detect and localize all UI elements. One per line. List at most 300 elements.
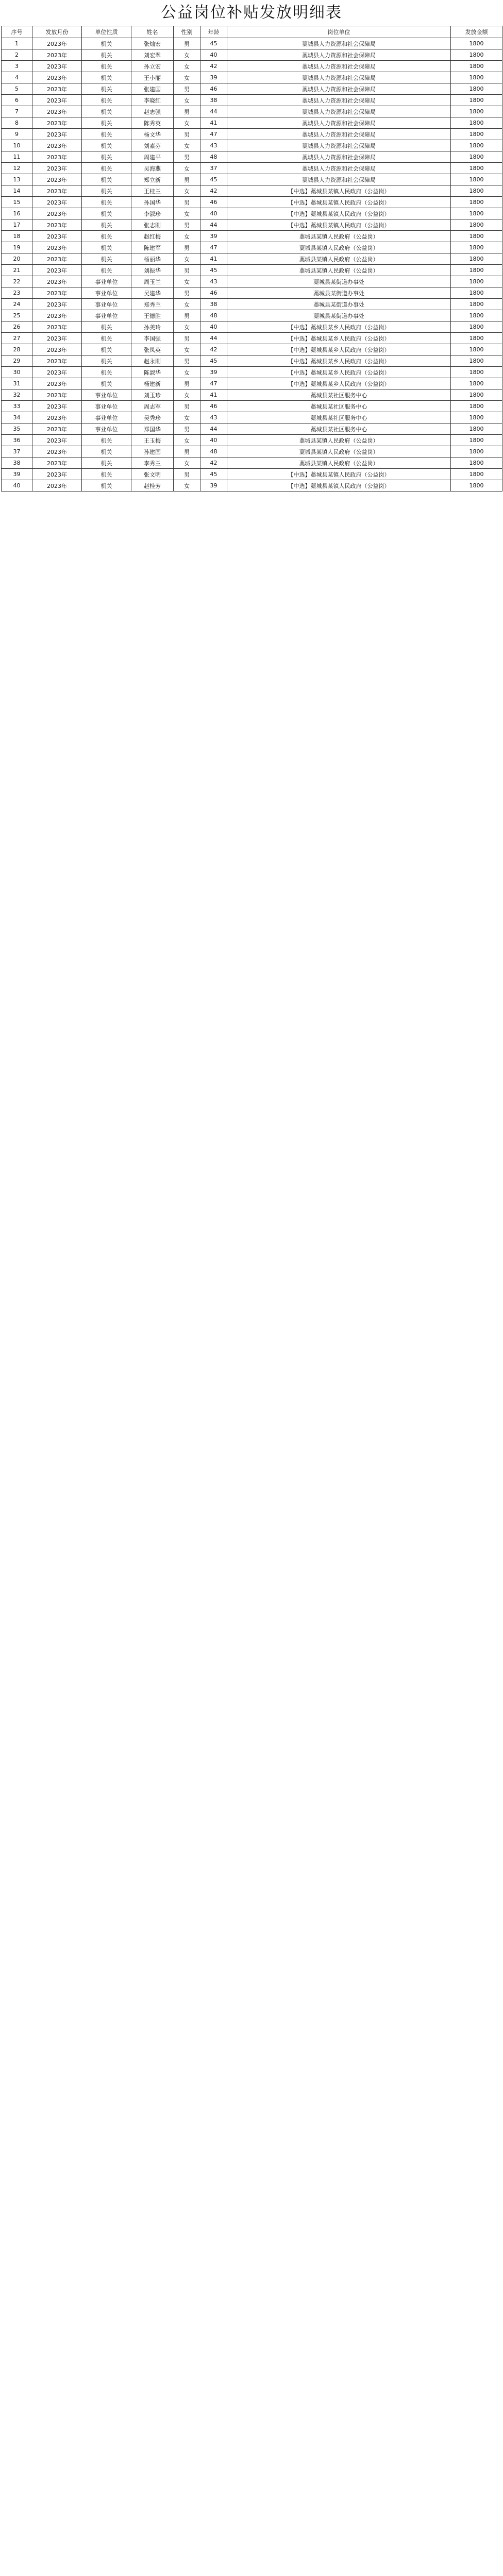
table-row [2, 287, 502, 299]
age-cell: 44 [200, 106, 227, 117]
table-row [2, 299, 502, 310]
amount-cell: 1800 [451, 106, 502, 117]
post-unit-cell: 藁城县某镇人民政府（公益岗） [227, 265, 451, 276]
post-unit-cell: 藁城县人力资源和社会保障局 [227, 106, 451, 117]
post-unit-cell: 【中选】藁城县某镇人民政府（公益岗） [227, 197, 451, 208]
table-row [2, 242, 502, 253]
gender-cell: 女 [174, 299, 200, 310]
amount-cell: 1800 [451, 151, 502, 163]
unit-type-cell: 机关 [82, 457, 131, 469]
person-name-cell: 吴秀珍 [131, 412, 174, 423]
unit-type-cell: 机关 [82, 83, 131, 95]
pay-month-cell: 2023年 [32, 344, 82, 355]
age-cell: 45 [200, 469, 227, 480]
pay-month-cell: 2023年 [32, 38, 82, 49]
pay-month-cell: 2023年 [32, 480, 82, 492]
pay-month-cell: 2023年 [32, 208, 82, 219]
amount-cell: 1800 [451, 378, 502, 389]
subsidy-table [1, 26, 502, 492]
row-index-cell: 19 [2, 242, 32, 253]
post-unit-cell: 藁城县某镇人民政府（公益岗） [227, 231, 451, 242]
document-title: 公益岗位补贴发放明细表 [161, 4, 342, 22]
amount-cell: 1800 [451, 49, 502, 61]
table-row [2, 435, 502, 446]
age-cell: 41 [200, 253, 227, 265]
post-unit-cell: 藁城县某镇人民政府（公益岗） [227, 253, 451, 265]
person-name-cell: 刘宏翠 [131, 49, 174, 61]
pay-month-cell: 2023年 [32, 287, 82, 299]
amount-cell: 1800 [451, 140, 502, 151]
row-index-cell: 27 [2, 333, 32, 344]
gender-cell: 男 [174, 310, 200, 321]
post-unit-cell: 藁城县某街道办事处 [227, 287, 451, 299]
gender-cell: 男 [174, 242, 200, 253]
unit-type-cell: 机关 [82, 151, 131, 163]
age-cell: 48 [200, 310, 227, 321]
age-cell: 39 [200, 480, 227, 492]
post-unit-cell: 【中选】藁城县某乡人民政府（公益岗） [227, 321, 451, 333]
age-cell: 45 [200, 265, 227, 276]
age-cell: 43 [200, 276, 227, 287]
post-unit-cell: 藁城县某镇人民政府（公益岗） [227, 242, 451, 253]
table-row [2, 72, 502, 83]
person-name-cell: 赵永刚 [131, 355, 174, 367]
unit-type-cell: 机关 [82, 163, 131, 174]
gender-cell: 女 [174, 367, 200, 378]
post-unit-cell: 藁城县人力资源和社会保障局 [227, 49, 451, 61]
table-row [2, 469, 502, 480]
pay-month-cell: 2023年 [32, 72, 82, 83]
table-row [2, 389, 502, 401]
age-cell: 38 [200, 95, 227, 106]
amount-cell: 1800 [451, 129, 502, 140]
gender-cell: 女 [174, 61, 200, 72]
pay-month-cell: 2023年 [32, 95, 82, 106]
table-body [2, 38, 502, 492]
row-index-cell: 14 [2, 185, 32, 197]
gender-cell: 女 [174, 231, 200, 242]
table-row [2, 129, 502, 140]
table-row [2, 106, 502, 117]
gender-cell: 女 [174, 117, 200, 129]
post-unit-cell: 藁城县某镇人民政府（公益岗） [227, 446, 451, 457]
column-header: 年龄 [200, 26, 227, 38]
age-cell: 47 [200, 242, 227, 253]
table-row [2, 457, 502, 469]
row-index-cell: 18 [2, 231, 32, 242]
table-row [2, 276, 502, 287]
row-index-cell: 5 [2, 83, 32, 95]
gender-cell: 女 [174, 412, 200, 423]
amount-cell: 1800 [451, 389, 502, 401]
column-header: 发放月份 [32, 26, 82, 38]
unit-type-cell: 事业单位 [82, 276, 131, 287]
row-index-cell: 34 [2, 412, 32, 423]
amount-cell: 1800 [451, 480, 502, 492]
row-index-cell: 17 [2, 219, 32, 231]
gender-cell: 女 [174, 208, 200, 219]
person-name-cell: 刘振华 [131, 265, 174, 276]
age-cell: 46 [200, 287, 227, 299]
post-unit-cell: 藁城县人力资源和社会保障局 [227, 163, 451, 174]
row-index-cell: 29 [2, 355, 32, 367]
gender-cell: 女 [174, 163, 200, 174]
person-name-cell: 陈淑华 [131, 367, 174, 378]
amount-cell: 1800 [451, 310, 502, 321]
table-row [2, 140, 502, 151]
pay-month-cell: 2023年 [32, 446, 82, 457]
table-row [2, 480, 502, 492]
post-unit-cell: 藁城县某社区服务中心 [227, 412, 451, 423]
gender-cell: 女 [174, 457, 200, 469]
amount-cell: 1800 [451, 83, 502, 95]
unit-type-cell: 机关 [82, 49, 131, 61]
person-name-cell: 张志刚 [131, 219, 174, 231]
unit-type-cell: 机关 [82, 242, 131, 253]
unit-type-cell: 机关 [82, 129, 131, 140]
post-unit-cell: 【中选】藁城县某乡人民政府（公益岗） [227, 355, 451, 367]
amount-cell: 1800 [451, 276, 502, 287]
gender-cell: 女 [174, 435, 200, 446]
pay-month-cell: 2023年 [32, 83, 82, 95]
unit-type-cell: 机关 [82, 355, 131, 367]
row-index-cell: 38 [2, 457, 32, 469]
age-cell: 39 [200, 72, 227, 83]
table-row [2, 174, 502, 185]
row-index-cell: 4 [2, 72, 32, 83]
gender-cell: 男 [174, 174, 200, 185]
age-cell: 44 [200, 219, 227, 231]
pay-month-cell: 2023年 [32, 457, 82, 469]
table-row [2, 219, 502, 231]
unit-type-cell: 机关 [82, 446, 131, 457]
post-unit-cell: 藁城县某社区服务中心 [227, 423, 451, 435]
post-unit-cell: 【中选】藁城县某镇人民政府（公益岗） [227, 469, 451, 480]
unit-type-cell: 事业单位 [82, 389, 131, 401]
gender-cell: 男 [174, 129, 200, 140]
amount-cell: 1800 [451, 287, 502, 299]
column-header: 性别 [174, 26, 200, 38]
person-name-cell: 周玉兰 [131, 276, 174, 287]
age-cell: 48 [200, 446, 227, 457]
age-cell: 45 [200, 38, 227, 49]
amount-cell: 1800 [451, 333, 502, 344]
person-name-cell: 郑立新 [131, 174, 174, 185]
pay-month-cell: 2023年 [32, 185, 82, 197]
pay-month-cell: 2023年 [32, 355, 82, 367]
pay-month-cell: 2023年 [32, 435, 82, 446]
pay-month-cell: 2023年 [32, 378, 82, 389]
unit-type-cell: 事业单位 [82, 287, 131, 299]
row-index-cell: 22 [2, 276, 32, 287]
age-cell: 42 [200, 61, 227, 72]
table-row [2, 333, 502, 344]
unit-type-cell: 机关 [82, 38, 131, 49]
row-index-cell: 9 [2, 129, 32, 140]
row-index-cell: 8 [2, 117, 32, 129]
amount-cell: 1800 [451, 457, 502, 469]
pay-month-cell: 2023年 [32, 412, 82, 423]
gender-cell: 女 [174, 140, 200, 151]
age-cell: 45 [200, 174, 227, 185]
gender-cell: 男 [174, 197, 200, 208]
person-name-cell: 李国强 [131, 333, 174, 344]
amount-cell: 1800 [451, 61, 502, 72]
gender-cell: 男 [174, 401, 200, 412]
age-cell: 44 [200, 423, 227, 435]
table-row [2, 83, 502, 95]
unit-type-cell: 机关 [82, 378, 131, 389]
post-unit-cell: 藁城县某街道办事处 [227, 299, 451, 310]
unit-type-cell: 机关 [82, 106, 131, 117]
pay-month-cell: 2023年 [32, 310, 82, 321]
row-index-cell: 16 [2, 208, 32, 219]
pay-month-cell: 2023年 [32, 174, 82, 185]
post-unit-cell: 【中选】藁城县某乡人民政府（公益岗） [227, 378, 451, 389]
amount-cell: 1800 [451, 412, 502, 423]
pay-month-cell: 2023年 [32, 333, 82, 344]
row-index-cell: 20 [2, 253, 32, 265]
gender-cell: 女 [174, 321, 200, 333]
pay-month-cell: 2023年 [32, 423, 82, 435]
gender-cell: 男 [174, 355, 200, 367]
gender-cell: 女 [174, 276, 200, 287]
person-name-cell: 吴海燕 [131, 163, 174, 174]
table-row [2, 117, 502, 129]
person-name-cell: 孙美玲 [131, 321, 174, 333]
person-name-cell: 王桂兰 [131, 185, 174, 197]
amount-cell: 1800 [451, 231, 502, 242]
unit-type-cell: 机关 [82, 61, 131, 72]
age-cell: 40 [200, 49, 227, 61]
pay-month-cell: 2023年 [32, 367, 82, 378]
person-name-cell: 李淑珍 [131, 208, 174, 219]
amount-cell: 1800 [451, 208, 502, 219]
unit-type-cell: 机关 [82, 95, 131, 106]
row-index-cell: 12 [2, 163, 32, 174]
amount-cell: 1800 [451, 197, 502, 208]
person-name-cell: 张文明 [131, 469, 174, 480]
row-index-cell: 40 [2, 480, 32, 492]
person-name-cell: 孙立宏 [131, 61, 174, 72]
person-name-cell: 赵红梅 [131, 231, 174, 242]
gender-cell: 男 [174, 287, 200, 299]
post-unit-cell: 【中选】藁城县某镇人民政府（公益岗） [227, 208, 451, 219]
gender-cell: 男 [174, 83, 200, 95]
unit-type-cell: 事业单位 [82, 412, 131, 423]
gender-cell: 女 [174, 253, 200, 265]
amount-cell: 1800 [451, 185, 502, 197]
person-name-cell: 郑国华 [131, 423, 174, 435]
person-name-cell: 陈秀英 [131, 117, 174, 129]
table-row [2, 49, 502, 61]
pay-month-cell: 2023年 [32, 219, 82, 231]
age-cell: 46 [200, 197, 227, 208]
table-row [2, 423, 502, 435]
table-row [2, 310, 502, 321]
amount-cell: 1800 [451, 367, 502, 378]
age-cell: 48 [200, 151, 227, 163]
table-row [2, 163, 502, 174]
unit-type-cell: 机关 [82, 185, 131, 197]
amount-cell: 1800 [451, 344, 502, 355]
row-index-cell: 13 [2, 174, 32, 185]
post-unit-cell: 【中选】藁城县某镇人民政府（公益岗） [227, 185, 451, 197]
row-index-cell: 25 [2, 310, 32, 321]
pay-month-cell: 2023年 [32, 151, 82, 163]
pay-month-cell: 2023年 [32, 197, 82, 208]
pay-month-cell: 2023年 [32, 242, 82, 253]
table-row [2, 61, 502, 72]
gender-cell: 男 [174, 333, 200, 344]
age-cell: 39 [200, 231, 227, 242]
pay-month-cell: 2023年 [32, 321, 82, 333]
table-row [2, 208, 502, 219]
unit-type-cell: 事业单位 [82, 401, 131, 412]
person-name-cell: 张建国 [131, 83, 174, 95]
amount-cell: 1800 [451, 265, 502, 276]
age-cell: 47 [200, 378, 227, 389]
age-cell: 41 [200, 389, 227, 401]
pay-month-cell: 2023年 [32, 389, 82, 401]
person-name-cell: 刘玉珍 [131, 389, 174, 401]
gender-cell: 男 [174, 151, 200, 163]
post-unit-cell: 【中选】藁城县某乡人民政府（公益岗） [227, 344, 451, 355]
table-row [2, 231, 502, 242]
table-row [2, 265, 502, 276]
gender-cell: 男 [174, 469, 200, 480]
person-name-cell: 李秀兰 [131, 457, 174, 469]
pay-month-cell: 2023年 [32, 265, 82, 276]
person-name-cell: 孙建国 [131, 446, 174, 457]
unit-type-cell: 机关 [82, 174, 131, 185]
person-name-cell: 郑秀兰 [131, 299, 174, 310]
column-header: 岗位单位 [227, 26, 451, 38]
unit-type-cell: 机关 [82, 208, 131, 219]
gender-cell: 男 [174, 265, 200, 276]
person-name-cell: 赵桂芳 [131, 480, 174, 492]
person-name-cell: 周志军 [131, 401, 174, 412]
age-cell: 42 [200, 185, 227, 197]
unit-type-cell: 机关 [82, 333, 131, 344]
unit-type-cell: 机关 [82, 469, 131, 480]
gender-cell: 女 [174, 49, 200, 61]
pay-month-cell: 2023年 [32, 299, 82, 310]
table-row [2, 95, 502, 106]
person-name-cell: 张凤英 [131, 344, 174, 355]
person-name-cell: 刘素芬 [131, 140, 174, 151]
column-header: 发放金额 [451, 26, 502, 38]
row-index-cell: 36 [2, 435, 32, 446]
amount-cell: 1800 [451, 95, 502, 106]
post-unit-cell: 藁城县某街道办事处 [227, 310, 451, 321]
row-index-cell: 6 [2, 95, 32, 106]
unit-type-cell: 机关 [82, 72, 131, 83]
amount-cell: 1800 [451, 253, 502, 265]
unit-type-cell: 机关 [82, 117, 131, 129]
row-index-cell: 31 [2, 378, 32, 389]
table-row [2, 367, 502, 378]
pay-month-cell: 2023年 [32, 129, 82, 140]
amount-cell: 1800 [451, 38, 502, 49]
age-cell: 46 [200, 401, 227, 412]
table-row [2, 197, 502, 208]
person-name-cell: 吴建华 [131, 287, 174, 299]
unit-type-cell: 机关 [82, 435, 131, 446]
age-cell: 40 [200, 208, 227, 219]
pay-month-cell: 2023年 [32, 61, 82, 72]
age-cell: 43 [200, 412, 227, 423]
person-name-cell: 杨文华 [131, 129, 174, 140]
post-unit-cell: 藁城县人力资源和社会保障局 [227, 61, 451, 72]
table-row [2, 355, 502, 367]
post-unit-cell: 藁城县某镇人民政府（公益岗） [227, 435, 451, 446]
row-index-cell: 1 [2, 38, 32, 49]
column-header: 单位性质 [82, 26, 131, 38]
table-row [2, 151, 502, 163]
row-index-cell: 15 [2, 197, 32, 208]
row-index-cell: 11 [2, 151, 32, 163]
amount-cell: 1800 [451, 446, 502, 457]
table-row [2, 412, 502, 423]
gender-cell: 女 [174, 95, 200, 106]
unit-type-cell: 事业单位 [82, 423, 131, 435]
amount-cell: 1800 [451, 355, 502, 367]
table-row [2, 446, 502, 457]
table-row [2, 378, 502, 389]
post-unit-cell: 藁城县人力资源和社会保障局 [227, 72, 451, 83]
table-row [2, 38, 502, 49]
unit-type-cell: 事业单位 [82, 299, 131, 310]
gender-cell: 女 [174, 344, 200, 355]
pay-month-cell: 2023年 [32, 276, 82, 287]
row-index-cell: 7 [2, 106, 32, 117]
unit-type-cell: 机关 [82, 219, 131, 231]
age-cell: 42 [200, 344, 227, 355]
table-row [2, 344, 502, 355]
unit-type-cell: 机关 [82, 344, 131, 355]
gender-cell: 女 [174, 389, 200, 401]
post-unit-cell: 藁城县人力资源和社会保障局 [227, 38, 451, 49]
unit-type-cell: 机关 [82, 231, 131, 242]
gender-cell: 男 [174, 106, 200, 117]
row-index-cell: 33 [2, 401, 32, 412]
age-cell: 46 [200, 83, 227, 95]
amount-cell: 1800 [451, 174, 502, 185]
age-cell: 47 [200, 129, 227, 140]
amount-cell: 1800 [451, 435, 502, 446]
unit-type-cell: 机关 [82, 253, 131, 265]
row-index-cell: 3 [2, 61, 32, 72]
table-row [2, 321, 502, 333]
pay-month-cell: 2023年 [32, 401, 82, 412]
person-name-cell: 张灿宏 [131, 38, 174, 49]
row-index-cell: 39 [2, 469, 32, 480]
gender-cell: 女 [174, 480, 200, 492]
post-unit-cell: 【中选】藁城县某镇人民政府（公益岗） [227, 480, 451, 492]
post-unit-cell: 【中选】藁城县某镇人民政府（公益岗） [227, 219, 451, 231]
row-index-cell: 30 [2, 367, 32, 378]
unit-type-cell: 机关 [82, 480, 131, 492]
age-cell: 39 [200, 367, 227, 378]
gender-cell: 男 [174, 423, 200, 435]
row-index-cell: 10 [2, 140, 32, 151]
person-name-cell: 孙国华 [131, 197, 174, 208]
amount-cell: 1800 [451, 117, 502, 129]
person-name-cell: 陈建军 [131, 242, 174, 253]
age-cell: 42 [200, 457, 227, 469]
person-name-cell: 杨建新 [131, 378, 174, 389]
